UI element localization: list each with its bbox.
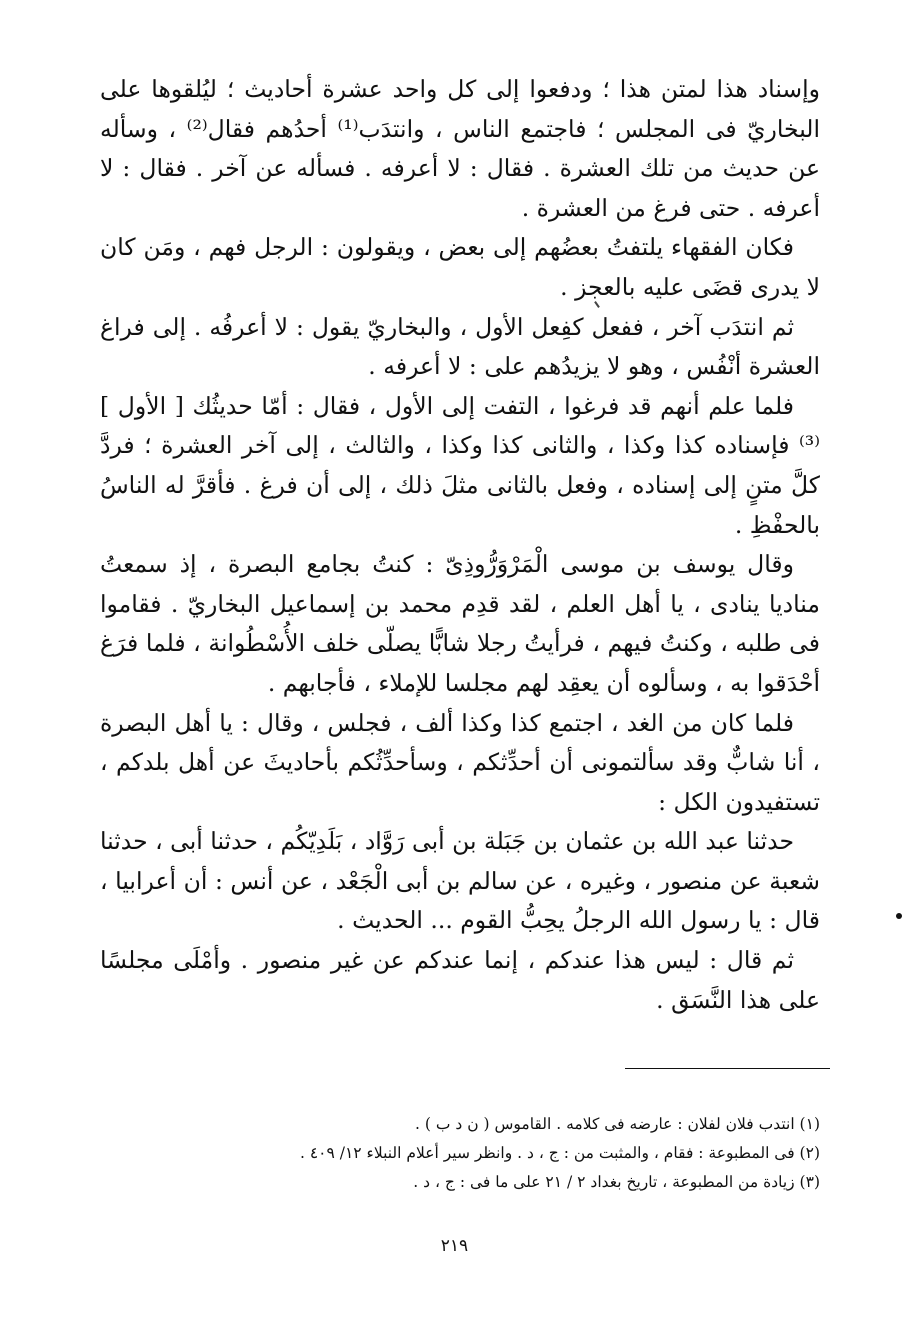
- main-text: [100, 70, 820, 1020]
- paragraph-4: فلما علم أنهم قد فرغوا ، التفت إلى الأول ، فقال : أمّا حديثُك [ الأول ]⁽³⁾ فإسناده كذا وكذا ، والثانى كذا وكذا ، والثالث ، إلى آخر العشرة ؛ فردَّ كلَّ متنٍ إلى إسناده ، وفعل بالثانى مثلَ ذلك ، إلى أن فرغ . فأقرَّ له الناسُ بالحفْظِ .: [100, 391, 820, 539]
- paragraph-7: حدثنا عبد الله بن عثمان بن جَبَلة بن أبى رَوَّاد ، بَلَدِيّكُم ، حدثنا أبى ، حدثنا شعبة عن منصور ، وغيره ، عن سالم بن أبى الْجَعْد ، عن أنس : أن أعرابيا ، قال : يا رسول الله الرجلُ يحِبُّ القوم ... الحديث .: [100, 827, 820, 935]
- page-number: ٢١٩: [440, 1236, 469, 1256]
- paragraph-3: ثم انتدَب آخر ، ففعل كفِعل الأول ، والبخاريّ يقول : لا أعرفُه . إلى فراغ العشرة أنْفُس ، وهو لا يزيدُهم على : لا أعرفه .: [100, 312, 820, 381]
- paragraph-5: وقال يوسف بن موسى الْمَرْوَرُّوذِىّ : كنتُ بجامع البصرة ، إذ سمعتُ مناديا ينادى ، يا أهل العلم ، لقد قدِم محمد بن إسماعيل البخاريّ . فقاموا فى طلبه ، وكنتُ فيهم ، فرأيتُ رجلا شابًّا يصلّى خلف الأُسْطُوانة ، فلما فرَغ أحْدَقوا به ، وسألوه أن يعقِد لهم مجلسا للإملاء ، فأجابهم .: [100, 550, 820, 697]
- footnote-divider: [625, 1068, 830, 1069]
- paragraph-6: فلما كان من الغد ، اجتمع كذا وكذا ألف ، فجلس ، وقال : يا أهل البصرة ، أنا شابٌّ وقد سألتمونى أن أحدِّثكم ، وسأحدِّثُكم بأحاديثَ عن أهل بلدكم ، تستفيدون الكل :: [100, 708, 820, 816]
- paragraph-8: ثم قال : ليس هذا عندكم ، إنما عندكم عن غير منصور . وأمْلَى مجلسًا على هذا النَّسَق .: [100, 946, 820, 1014]
- margin-dot: [896, 913, 902, 919]
- footnote-1: (١) انتدب فلان لفلان : عارضه فى كلامه . القاموس ( ن د ب ) .: [415, 1115, 820, 1133]
- footnote-2: (٢) فى المطبوعة : فقام ، والمثبت من : ج ، د . وانظر سير أعلام النبلاء ١٢/ ٤٠٩ .: [299, 1144, 820, 1162]
- footnote-3: (٣) زيادة من المطبوعة ، تاريخ بغداد ٢ / ٢١ على ما فى : ج ، د .: [413, 1173, 820, 1191]
- paragraph-2: فكان الفقهاء يلتفتُ بعضُهم إلى بعض ، ويقولون : الرجل فهم ، ومَن كان لا يدرى قضَى عليه بالعجز .: [100, 233, 820, 301]
- paragraph-1: وإسناد هذا لمتن هذا ؛ ودفعوا إلى كل واحد عشرة أحاديث ؛ ليُلقوها على البخاريّ فى المجلس ؛ فاجتمع الناس ، وانتدَب⁽¹⁾ أحدُهم فقال⁽²⁾ ، وسأله عن حديث من تلك العشرة . فقال : لا أعرفه . فسأله عن آخر . فقال : لا أعرفه . حتى فرغ من العشرة .: [100, 75, 820, 222]
- footnotes: [180, 1110, 820, 1197]
